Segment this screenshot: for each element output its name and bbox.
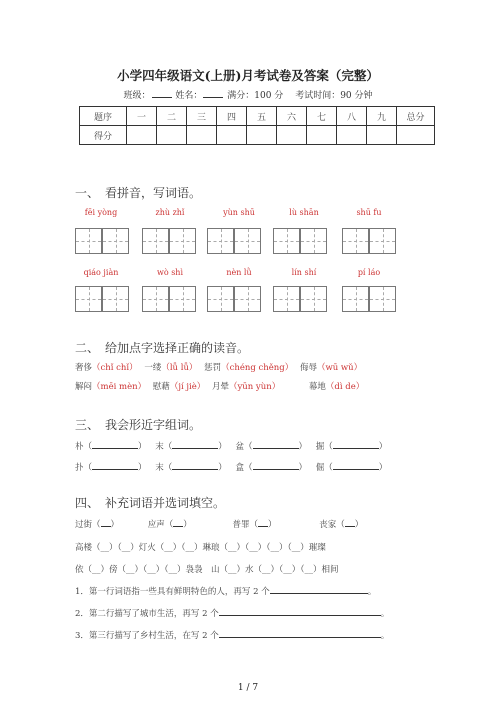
writing-box[interactable] <box>207 228 234 254</box>
word-part: ） <box>267 520 277 530</box>
answer-blank[interactable] <box>172 461 218 470</box>
answer-blank[interactable] <box>258 518 268 527</box>
score-cell[interactable] <box>157 126 187 145</box>
word: 解闷 <box>75 382 93 392</box>
end-mark: 。 <box>380 631 390 641</box>
word-part: ） <box>354 520 364 530</box>
writing-box[interactable] <box>342 228 369 254</box>
score-cell[interactable] <box>247 126 277 145</box>
answer-blank[interactable] <box>92 440 138 449</box>
char: 盆 <box>235 442 244 452</box>
pinyin: fēi yòng <box>84 208 118 217</box>
writing-box[interactable] <box>369 286 396 312</box>
name-blank[interactable] <box>203 88 223 98</box>
score-cell[interactable] <box>397 126 435 145</box>
name-label: 姓名： <box>175 91 203 101</box>
question-3 <box>75 629 389 641</box>
class-label: 班级： <box>123 91 151 101</box>
writing-box[interactable] <box>207 286 234 312</box>
question-text: 1．第一行词语指一些具有鲜明特色的人，再写 2 个 <box>75 587 270 597</box>
class-blank[interactable] <box>152 88 172 98</box>
writing-box[interactable] <box>300 228 327 254</box>
answer-blank[interactable] <box>173 518 183 527</box>
writing-box[interactable] <box>102 286 129 312</box>
answer-blank[interactable] <box>253 461 299 470</box>
similar-char-row-2: 扑（ ） 末（ ） 盒（ ） 倔（ ） <box>75 463 388 473</box>
score-cell[interactable] <box>217 126 247 145</box>
section-2-heading: 二、 给加点字选择正确的读音。 <box>75 341 250 355</box>
writing-box[interactable] <box>142 286 169 312</box>
section-4-heading: 四、 补充词语并选词填空。 <box>75 496 226 510</box>
writing-box[interactable] <box>169 286 196 312</box>
answer-line[interactable] <box>270 585 368 594</box>
char: 倔 <box>315 463 325 473</box>
section-1-heading: 一、 看拼音，写词语。 <box>75 186 202 200</box>
score-cell[interactable] <box>307 126 337 145</box>
word: 月晕 <box>211 382 229 392</box>
score-cell[interactable] <box>187 126 217 145</box>
score-cell[interactable] <box>367 126 397 145</box>
word-part: 应声（ <box>147 520 174 530</box>
answer-blank[interactable] <box>345 518 355 527</box>
question-text: 2．第二行描写了城市生活，再写 2 个 <box>75 609 219 619</box>
pinyin: qiáo jiàn <box>83 268 119 277</box>
pinyin: lín shí <box>291 268 317 277</box>
score-table <box>79 106 435 145</box>
writing-box[interactable] <box>169 228 196 254</box>
pinyin: shū fu <box>356 208 382 217</box>
question-2 <box>75 607 389 619</box>
word: 惩罚 <box>204 363 222 373</box>
pinyin: zhù zhǐ <box>155 208 185 217</box>
answer-blank[interactable] <box>172 440 218 449</box>
answer-blank[interactable] <box>333 440 379 449</box>
pinyin-options[interactable]: （jí jiè） <box>169 382 206 392</box>
score-cell[interactable] <box>277 126 307 145</box>
answer-blank[interactable] <box>253 440 299 449</box>
score-col: 一 <box>127 107 157 126</box>
pinyin-options[interactable]: （wū wǔ） <box>316 363 363 373</box>
pinyin: pí láo <box>357 268 381 277</box>
exam-time: 考试时间：90 分钟 <box>295 91 373 101</box>
idiom-line-2[interactable]: 高楼（__）（__）灯火（__）（__）琳琅（__）（__）（__）（__）璀璨 <box>75 543 326 553</box>
pinyin-options[interactable]: （yūn yùn） <box>228 382 281 392</box>
answer-line[interactable] <box>219 629 381 638</box>
word-part: 丧家（ <box>319 520 345 530</box>
pinyin-options[interactable]: （chǐ chǐ） <box>92 363 138 373</box>
end-mark: 。 <box>380 609 390 619</box>
score-cell[interactable] <box>337 126 367 145</box>
section-3-heading: 三、 我会形近字组词。 <box>75 418 202 432</box>
pinyin-options[interactable]: （mēi mèn） <box>92 382 147 392</box>
score-col: 二 <box>157 107 187 126</box>
word-part: 过街（ <box>75 520 101 530</box>
score-col: 四 <box>217 107 247 126</box>
score-col: 五 <box>247 107 277 126</box>
score-col: 六 <box>277 107 307 126</box>
writing-box[interactable] <box>300 286 327 312</box>
answer-line[interactable] <box>219 607 381 616</box>
score-value-row <box>80 126 435 145</box>
writing-box[interactable] <box>234 228 261 254</box>
similar-char-row-1: 朴（ ） 末（ ） 盆（ ） 掘（ ） <box>75 442 388 452</box>
char: 扑 <box>75 463 84 473</box>
char: 盒 <box>235 463 244 473</box>
question-text: 3．第三行描写了乡村生活，在写 2 个 <box>75 631 219 641</box>
score-col: 九 <box>367 107 397 126</box>
answer-blank[interactable] <box>333 461 379 470</box>
char: 朴 <box>75 442 84 452</box>
pinyin: lù shān <box>289 208 319 217</box>
char: 末 <box>155 442 164 452</box>
score-label: 得分 <box>80 126 127 145</box>
pronunciation-line-1 <box>75 361 362 373</box>
writing-box[interactable] <box>75 228 102 254</box>
pinyin-options[interactable]: （lǚ lǚ） <box>161 363 198 373</box>
writing-box[interactable] <box>102 228 129 254</box>
page-number: 1 / 7 <box>237 683 259 693</box>
score-col: 三 <box>187 107 217 126</box>
idiom-line-1 <box>75 518 363 530</box>
answer-blank[interactable] <box>92 461 138 470</box>
word: 奢侈 <box>75 363 93 373</box>
word: 慰藉 <box>152 382 170 392</box>
word-part: ） <box>183 520 192 530</box>
score-header-row <box>80 107 435 126</box>
pinyin: wò shì <box>156 268 184 277</box>
score-cell[interactable] <box>127 126 157 145</box>
writing-box[interactable] <box>342 286 369 312</box>
word: 幕地 <box>308 382 326 392</box>
pinyin: yùn shū <box>223 208 255 217</box>
writing-box[interactable] <box>234 286 261 312</box>
page-title: 小学四年级语文(上册)月考试卷及答案（完整） <box>117 68 379 83</box>
score-col: 七 <box>307 107 337 126</box>
writing-box[interactable] <box>142 228 169 254</box>
question-1 <box>75 585 376 597</box>
score-col: 总分 <box>397 107 435 126</box>
end-mark: 。 <box>367 587 377 597</box>
pronunciation-line-2 <box>75 380 364 392</box>
writing-box[interactable] <box>75 286 102 312</box>
word-part: 普罪（ <box>232 520 258 530</box>
exam-info <box>0 88 496 101</box>
idiom-line-3[interactable]: 依（__）傍（__）（__）（__）袅袅 山（__）水（__）（__）（__）相间 <box>75 565 339 575</box>
pinyin: nèn lǜ <box>226 268 252 277</box>
answer-blank[interactable] <box>101 518 111 527</box>
pinyin-options[interactable]: （dì de） <box>325 382 365 392</box>
writing-box[interactable] <box>273 228 300 254</box>
char: 掘 <box>315 442 325 452</box>
score-col: 题序 <box>80 107 127 126</box>
word: 一缕 <box>144 363 162 373</box>
writing-box[interactable] <box>369 228 396 254</box>
word: 侮辱 <box>299 363 317 373</box>
char: 末 <box>155 463 164 473</box>
pinyin-options[interactable]: （chéng chěng） <box>221 363 294 373</box>
score-col: 八 <box>337 107 367 126</box>
writing-box[interactable] <box>273 286 300 312</box>
word-part: ） <box>110 520 120 530</box>
full-score: 满分：100 分 <box>227 91 284 101</box>
